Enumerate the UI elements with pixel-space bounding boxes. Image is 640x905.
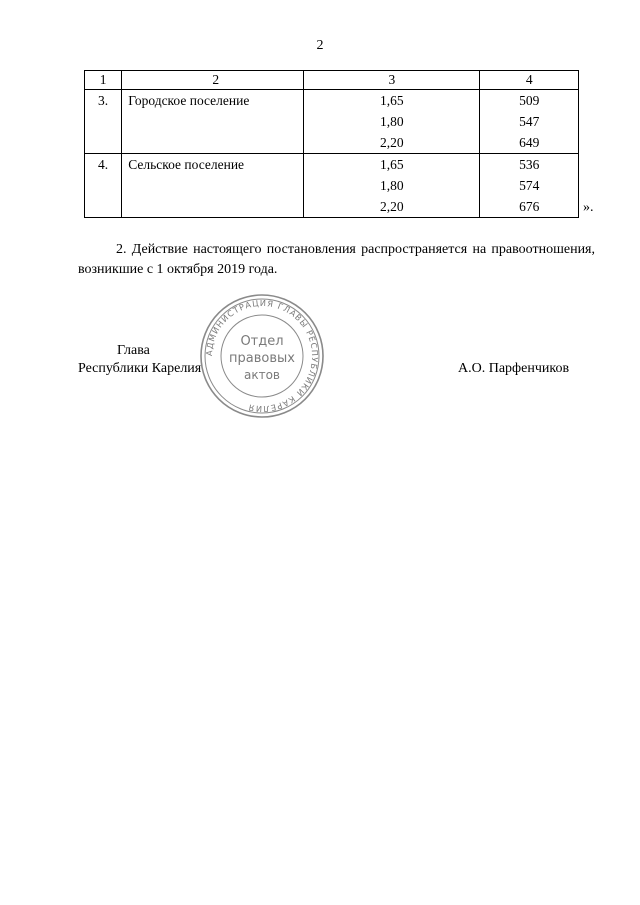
tariff-value: 649 <box>519 135 540 150</box>
tariff-value: 509 <box>519 93 540 108</box>
tariff-value: 536 <box>519 157 540 172</box>
tariff-table <box>84 70 579 218</box>
coefficient-value: 1,65 <box>380 157 404 172</box>
table-row <box>85 90 579 154</box>
tariff-value: 676 <box>519 199 540 214</box>
row-name: Сельское поселение <box>122 154 304 218</box>
signature-subtitle: Республики Карелия <box>78 361 202 376</box>
closing-quote: ». <box>583 200 594 215</box>
header-cell-4: 4 <box>480 71 579 90</box>
header-cell-2: 2 <box>122 71 304 90</box>
row-coefficients <box>304 154 480 218</box>
signature-title: Глава <box>117 343 150 358</box>
row-coefficients <box>304 90 480 154</box>
row-number: 3. <box>85 90 122 154</box>
body-paragraph <box>78 240 595 280</box>
stamp-line-3: актов <box>243 368 281 382</box>
header-cell-1: 1 <box>85 71 122 90</box>
stamp-ring-text: АДМИНИСТРАЦИЯ ГЛАВЫ РЕСПУБЛИКИ КАРЕЛИЯ <box>203 297 321 415</box>
row-name: Городское поселение <box>122 90 304 154</box>
row-values <box>480 90 579 154</box>
coefficient-value: 2,20 <box>380 135 404 150</box>
coefficient-value: 1,80 <box>380 178 404 193</box>
official-stamp <box>198 292 326 420</box>
tariff-value: 547 <box>519 114 540 129</box>
stamp-line-2: правовых <box>229 351 295 366</box>
row-values <box>480 154 579 218</box>
coefficient-value: 1,80 <box>380 114 404 129</box>
coefficient-value: 1,65 <box>380 93 404 108</box>
tariff-value: 574 <box>519 178 540 193</box>
header-cell-3: 3 <box>304 71 480 90</box>
row-number: 4. <box>85 154 122 218</box>
signatory-name: А.О. Парфенчиков <box>458 361 570 376</box>
page-number: 2 <box>316 38 324 53</box>
stamp-line-1: Отдел <box>240 334 284 349</box>
coefficient-value: 2,20 <box>380 199 404 214</box>
table-header-row <box>85 71 579 90</box>
table-row <box>85 154 579 218</box>
paragraph-text: 2. Действие настоящего постановления распространяется на правоотношения, возникшие с 1 октября 2019 года. <box>78 242 595 277</box>
